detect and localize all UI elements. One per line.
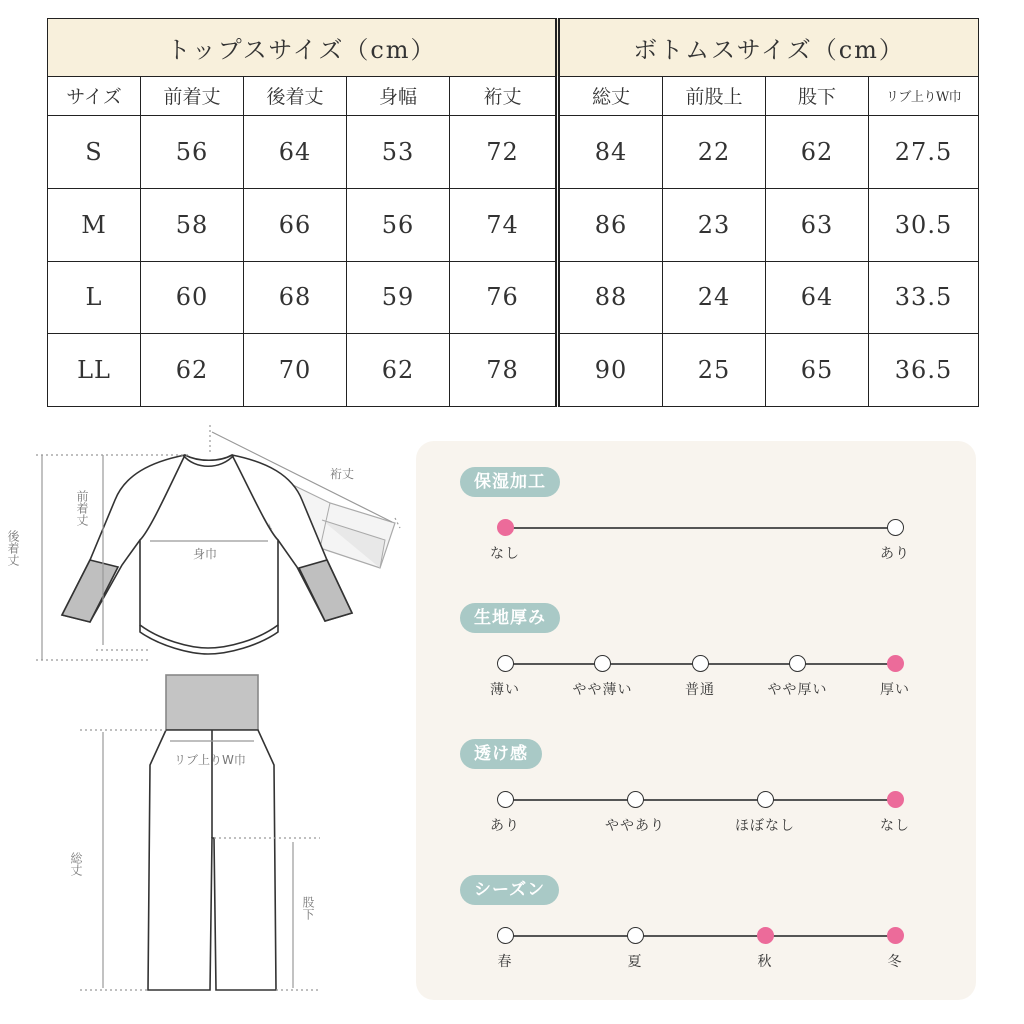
spec-dot-selected xyxy=(887,655,904,672)
table-cell: 65 xyxy=(766,334,869,407)
total-length-label: 総丈 xyxy=(69,852,83,876)
table-cell: 64 xyxy=(766,261,869,334)
spec-dot-selected xyxy=(887,927,904,944)
table-cell: 62 xyxy=(766,116,869,189)
table-cell: 88 xyxy=(558,261,663,334)
size-table xyxy=(47,18,979,407)
table-cell: 59 xyxy=(347,261,450,334)
table-cell: 22 xyxy=(663,116,766,189)
table-cell: 58 xyxy=(141,188,244,261)
spec-dot-selected xyxy=(497,519,514,536)
table-cell: 23 xyxy=(663,188,766,261)
spec-scale-line xyxy=(505,799,895,801)
table-cell: 64 xyxy=(244,116,347,189)
column-header: 裄丈 xyxy=(450,76,558,115)
table-cell: 84 xyxy=(558,116,663,189)
size-cell: S xyxy=(48,116,141,189)
size-cell: M xyxy=(48,188,141,261)
table-cell: 72 xyxy=(450,116,558,189)
spec-option-label: 春 xyxy=(497,954,513,970)
table-cell: 56 xyxy=(347,188,450,261)
fabric-spec-panel xyxy=(416,441,976,1000)
sleeve-length-label: 裄丈 xyxy=(330,467,355,481)
spec-option-label: 薄い xyxy=(490,682,520,698)
front-length-label: 前着丈 xyxy=(75,490,89,526)
shirt-illustration xyxy=(62,455,395,654)
inseam-label: 股下 xyxy=(301,896,315,920)
spec-option-label: 冬 xyxy=(887,954,903,970)
spec-option-label: 厚い xyxy=(880,682,910,698)
spec-dot xyxy=(887,519,904,536)
size-cell: LL xyxy=(48,334,141,407)
table-cell: 70 xyxy=(244,334,347,407)
bottoms-size-header: ボトムスサイズ（cm） xyxy=(558,19,979,77)
size-cell: L xyxy=(48,261,141,334)
spec-title: シーズン xyxy=(460,875,559,905)
table-cell: 62 xyxy=(347,334,450,407)
table-cell: 53 xyxy=(347,116,450,189)
spec-option-label: なし xyxy=(490,546,520,562)
column-header: リブ上りW巾 xyxy=(869,76,979,115)
spec-dot xyxy=(627,791,644,808)
spec-dot xyxy=(757,791,774,808)
table-cell: 36.5 xyxy=(869,334,979,407)
table-cell: 27.5 xyxy=(869,116,979,189)
column-header: 前着丈 xyxy=(141,76,244,115)
table-row xyxy=(48,116,979,189)
table-cell: 74 xyxy=(450,188,558,261)
pants-illustration xyxy=(148,675,276,990)
spec-dot xyxy=(789,655,806,672)
body-width-label: 身巾 xyxy=(193,547,218,561)
rib-width-label: リブ上りW巾 xyxy=(174,753,246,767)
table-cell: 30.5 xyxy=(869,188,979,261)
spec-dot xyxy=(497,791,514,808)
spec-option-label: 普通 xyxy=(685,682,715,698)
table-cell: 66 xyxy=(244,188,347,261)
column-header-row xyxy=(48,76,979,115)
table-cell: 33.5 xyxy=(869,261,979,334)
spec-scale-line xyxy=(505,935,895,937)
table-cell: 86 xyxy=(558,188,663,261)
table-cell: 90 xyxy=(558,334,663,407)
table-row xyxy=(48,261,979,334)
back-length-label: 後着丈 xyxy=(6,530,20,566)
spec-option-label: やや厚い xyxy=(767,682,828,698)
spec-dot xyxy=(497,927,514,944)
spec-dot xyxy=(692,655,709,672)
spec-option-label: ややあり xyxy=(605,818,665,834)
spec-dot xyxy=(594,655,611,672)
waistband xyxy=(166,675,258,730)
spec-option-label: あり xyxy=(880,546,910,562)
spec-scale-line xyxy=(505,527,895,529)
table-cell: 24 xyxy=(663,261,766,334)
table-cell: 78 xyxy=(450,334,558,407)
spec-dot-selected xyxy=(887,791,904,808)
spec-title: 保湿加工 xyxy=(460,467,560,497)
column-header: 股下 xyxy=(766,76,869,115)
spec-option-label: なし xyxy=(880,818,910,834)
spec-dot xyxy=(627,927,644,944)
column-header: 後着丈 xyxy=(244,76,347,115)
column-header: サイズ xyxy=(48,76,141,115)
column-header: 総丈 xyxy=(558,76,663,115)
spec-option-label: ほぼなし xyxy=(735,818,795,834)
table-row xyxy=(48,188,979,261)
spec-title: 生地厚み xyxy=(460,603,560,633)
spec-option-label: あり xyxy=(490,818,520,834)
table-cell: 62 xyxy=(141,334,244,407)
table-cell: 56 xyxy=(141,116,244,189)
spec-option-label: 秋 xyxy=(757,954,773,970)
table-cell: 76 xyxy=(450,261,558,334)
table-cell: 68 xyxy=(244,261,347,334)
right-cuff xyxy=(299,560,352,621)
garment-diagram xyxy=(0,420,410,1020)
spec-dot-selected xyxy=(757,927,774,944)
column-header: 身幅 xyxy=(347,76,450,115)
spec-dot xyxy=(497,655,514,672)
spec-option-label: やや薄い xyxy=(572,682,633,698)
left-cuff xyxy=(62,560,118,622)
tops-size-header: トップスサイズ（cm） xyxy=(48,19,558,77)
table-row xyxy=(48,334,979,407)
table-cell: 25 xyxy=(663,334,766,407)
spec-option-label: 夏 xyxy=(627,954,643,970)
spec-title: 透け感 xyxy=(460,739,542,769)
column-header: 前股上 xyxy=(663,76,766,115)
table-cell: 63 xyxy=(766,188,869,261)
table-cell: 60 xyxy=(141,261,244,334)
